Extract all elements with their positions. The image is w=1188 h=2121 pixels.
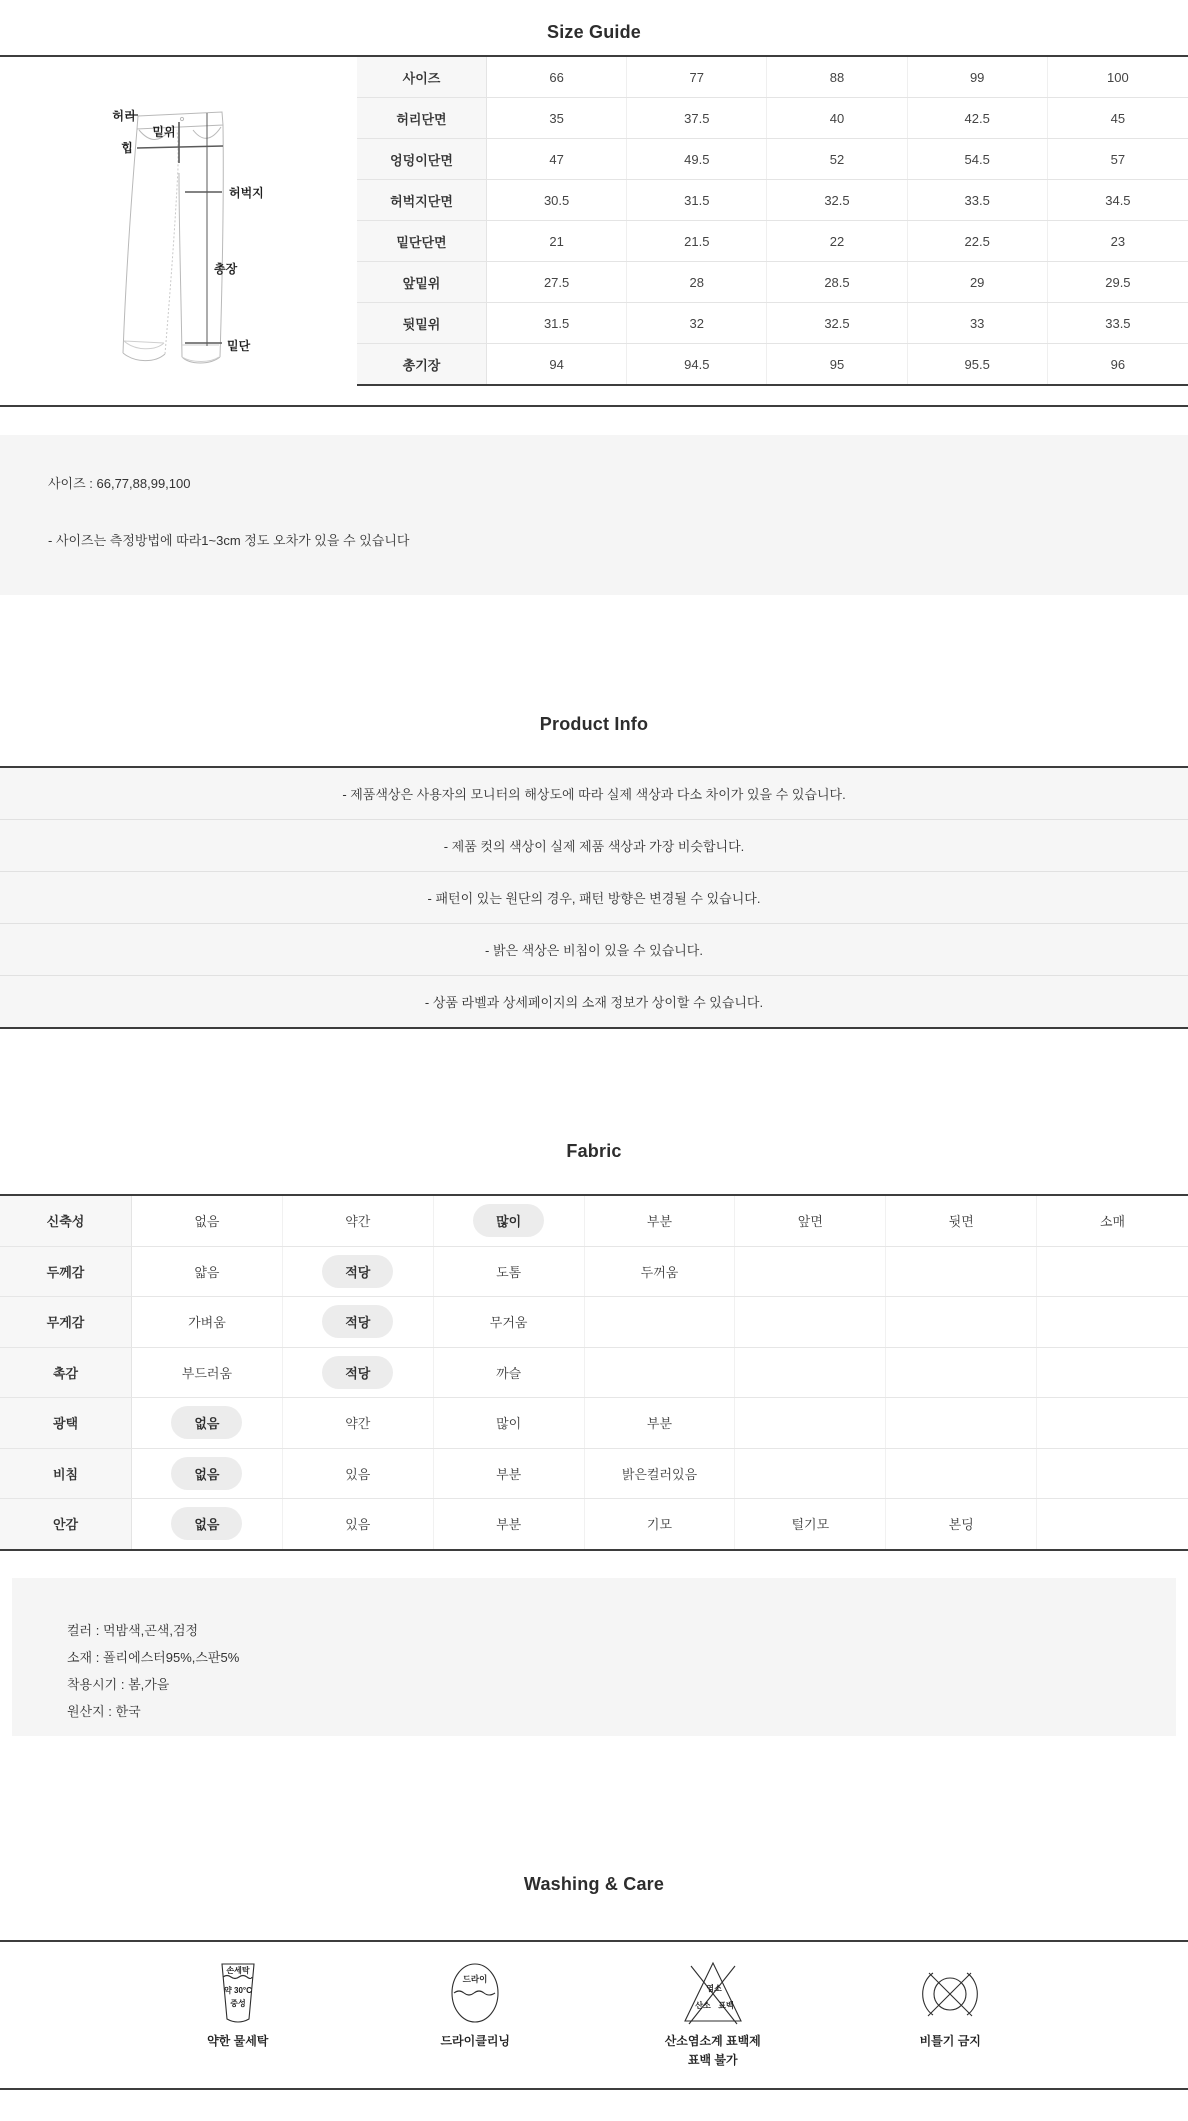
fabric-option-cell (434, 1398, 585, 1448)
product-info-item: - 제품색상은 사용자의 모니터의 해상도에 따라 실제 색상과 다소 차이가 있을 수 있습니다. (0, 768, 1188, 820)
size-value-cell: 42.5 (908, 98, 1048, 138)
fabric-option: 부분 (496, 1517, 522, 1533)
fabric-option-cell (1037, 1196, 1188, 1246)
product-detail-line: 컬러 : 먹밤색,곤색,검정 (67, 1623, 199, 1638)
fabric-option: 얇음 (194, 1264, 220, 1280)
fabric-option-cell (283, 1297, 434, 1347)
size-value-cell: 100 (1107, 69, 1129, 85)
size-value-cell: 22.5 (908, 221, 1048, 261)
fabric-option-cell (585, 1196, 736, 1246)
fabric-option-cell (132, 1348, 283, 1398)
fabric-row-label: 안감 (0, 1499, 132, 1549)
pants-diagram (60, 70, 340, 390)
fabric-option-selected: 적당 (322, 1305, 393, 1338)
size-value-cell: 88 (767, 57, 907, 97)
size-table-row (357, 139, 1188, 180)
fabric-option-cell (585, 1247, 736, 1297)
care-item-dry-clean (357, 1960, 595, 2069)
size-table-row (357, 303, 1188, 344)
fabric-option-selected: 많이 (473, 1204, 544, 1237)
product-info-item: - 제품 컷의 색상이 실제 제품 색상과 가장 비슷합니다. (0, 820, 1188, 872)
fabric-option-cell (886, 1398, 1037, 1448)
size-value-cell: 54.5 (908, 139, 1048, 179)
size-value-cell: 52 (767, 139, 907, 179)
size-value-cell: 37.5 (627, 98, 767, 138)
fabric-option-cell (1037, 1398, 1188, 1448)
size-value-cell: 21.5 (627, 221, 767, 261)
size-value-cell: 30.5 (487, 180, 627, 220)
fabric-option-cell (886, 1348, 1037, 1398)
inseam-dashed-line (165, 130, 178, 354)
fabric-row (0, 1449, 1188, 1500)
fabric-option-cell (1037, 1297, 1188, 1347)
size-table-row (357, 98, 1188, 139)
fabric-option-cell (283, 1247, 434, 1297)
size-guide-title: Size Guide (546, 22, 642, 42)
care-item-no-bleach (594, 1960, 832, 2069)
fabric-option-cell (735, 1348, 886, 1398)
size-value-cell: 31.5 (487, 303, 627, 343)
size-value-cell: 32 (627, 303, 767, 343)
fabric-option: 뒷면 (948, 1214, 974, 1230)
size-table (357, 57, 1188, 386)
size-value-cell: 34.5 (1105, 192, 1131, 208)
size-value-cell: 45 (1110, 110, 1126, 126)
size-table-row (357, 262, 1188, 303)
fabric-row (0, 1499, 1188, 1549)
fabric-option-cell (1037, 1348, 1188, 1398)
product-detail-line: 착용시기 : 봄,가을 (67, 1677, 170, 1692)
fabric-table (0, 1194, 1188, 1551)
size-value-cell: 96 (1110, 356, 1126, 372)
fabric-row-label: 신축성 (0, 1196, 132, 1246)
diagram-rise-label: 밑위 (152, 125, 176, 139)
fabric-option-cell (434, 1348, 585, 1398)
care-label: 드라이클리닝 (440, 2034, 511, 2048)
fabric-option-cell (132, 1297, 283, 1347)
fabric-option-cell (585, 1297, 736, 1347)
size-value-cell: 77 (627, 57, 767, 97)
size-value-cell: 28.5 (767, 262, 907, 302)
fabric-option-cell (735, 1449, 886, 1499)
fabric-option-cell (886, 1449, 1037, 1499)
fabric-option: 본딩 (948, 1517, 974, 1533)
product-detail-line: 소재 : 폴리에스터95%,스판5% (67, 1650, 240, 1665)
washing-care-title: Washing & Care (523, 1874, 665, 1894)
product-info-item: - 상품 라벨과 상세페이지의 소재 정보가 상이할 수 있습니다. (0, 976, 1188, 1027)
fabric-option-cell (1037, 1499, 1188, 1549)
size-value-cell: 29 (908, 262, 1048, 302)
fabric-option-cell (132, 1449, 283, 1499)
fabric-row-label: 무게감 (0, 1297, 132, 1347)
size-value-cell: 49.5 (627, 139, 767, 179)
size-note: - 사이즈는 측정방법에 따라1~3cm 정도 오차가 있을 수 있습니다 (48, 533, 410, 548)
size-row-label: 엉덩이단면 (357, 139, 487, 179)
size-value-cell: 66 (487, 57, 627, 97)
fabric-option-cell (434, 1247, 585, 1297)
fabric-option-selected: 없음 (171, 1457, 242, 1490)
size-value-cell: 95 (767, 344, 907, 384)
size-row-label: 허벅지단면 (357, 180, 487, 220)
icon-text: 표백 (718, 2001, 734, 2010)
fabric-option-cell (434, 1297, 585, 1347)
fabric-option-cell (1037, 1449, 1188, 1499)
fabric-option: 있음 (345, 1466, 371, 1482)
divider (0, 1940, 1188, 1942)
fabric-option: 기모 (646, 1517, 673, 1533)
diagram-hem-label: 밑단 (227, 339, 251, 353)
care-label: 약한 물세탁 (207, 2034, 269, 2048)
fabric-row (0, 1398, 1188, 1449)
diagram-thigh-label: 허벅지 (229, 186, 264, 200)
icon-text: 산소 (695, 2001, 711, 2010)
size-value-cell: 94 (487, 344, 627, 384)
care-label (665, 2032, 761, 2069)
fabric-option-cell (283, 1499, 434, 1549)
size-value-cell: 32.5 (767, 303, 907, 343)
icon-text: 약 30°C (223, 1986, 252, 1995)
fabric-option-selected: 적당 (322, 1356, 393, 1389)
divider (0, 405, 1188, 407)
size-value-cell: 21 (487, 221, 627, 261)
fabric-option: 약간 (345, 1416, 371, 1432)
size-value-cell: 27.5 (487, 262, 627, 302)
size-value-cell: 28 (627, 262, 767, 302)
fabric-option-cell (434, 1449, 585, 1499)
size-row-label: 사이즈 (357, 57, 487, 97)
fabric-row (0, 1297, 1188, 1348)
fabric-option-cell (735, 1247, 886, 1297)
fabric-row-label: 두께감 (0, 1247, 132, 1297)
product-detail-line: 원산지 : 한국 (67, 1704, 141, 1719)
fabric-option: 도톰 (496, 1264, 522, 1280)
fabric-option: 가벼움 (188, 1315, 226, 1331)
size-value-cell: 22 (767, 221, 907, 261)
size-value-cell: 29.5 (1105, 274, 1131, 290)
product-info-item: - 밝은 색상은 비침이 있을 수 있습니다. (0, 924, 1188, 976)
fabric-option: 두꺼움 (640, 1264, 679, 1280)
size-note: 사이즈 : 66,77,88,99,100 (48, 476, 191, 491)
size-table-row (357, 57, 1188, 98)
size-value-cell: 35 (487, 98, 627, 138)
fabric-option-cell (585, 1348, 736, 1398)
fabric-option: 무거움 (489, 1315, 528, 1331)
fabric-option: 부분 (646, 1214, 673, 1230)
fabric-row (0, 1196, 1188, 1247)
fabric-row-label: 촉감 (0, 1348, 132, 1398)
fabric-option-cell (283, 1196, 434, 1246)
fabric-title: Fabric (566, 1141, 622, 1161)
fabric-option-cell (132, 1398, 283, 1448)
size-value-cell: 57 (1110, 151, 1126, 167)
size-value-cell: 33 (908, 303, 1048, 343)
care-label-line: 산소염소계 표백제 (664, 2034, 761, 2048)
fabric-option-cell (434, 1196, 585, 1246)
diagram-waist-label: 허리 (112, 109, 136, 123)
size-value-cell: 31.5 (627, 180, 767, 220)
product-info-item: - 패턴이 있는 원단의 경우, 패턴 방향은 변경될 수 있습니다. (0, 872, 1188, 924)
icon-text: 염소 (706, 1984, 722, 1993)
fabric-option-cell (585, 1398, 736, 1448)
product-info-title: Product Info (539, 714, 649, 734)
fabric-option-selected: 없음 (171, 1406, 242, 1439)
no-wring-icon (908, 1960, 992, 2026)
diagram-hip-label: 힙 (121, 141, 133, 155)
fabric-row (0, 1348, 1188, 1399)
product-info-table (0, 766, 1188, 1029)
care-label: 비틀기 금지 (919, 2034, 981, 2048)
fabric-option: 많이 (496, 1416, 522, 1432)
fabric-option-cell (132, 1247, 283, 1297)
fabric-option: 소매 (1100, 1214, 1126, 1230)
fabric-option-cell (585, 1449, 736, 1499)
fabric-option-cell (886, 1297, 1037, 1347)
size-value-cell: 33.5 (1105, 315, 1131, 331)
no-bleach-icon (671, 1960, 755, 2026)
fabric-option: 까슬 (496, 1365, 522, 1381)
size-value-cell: 33.5 (908, 180, 1048, 220)
dry-clean-icon (433, 1960, 517, 2026)
product-details-box (12, 1578, 1176, 1736)
size-value-cell: 40 (767, 98, 907, 138)
icon-text: 드라이 (462, 1974, 488, 1984)
size-value-cell: 23 (1110, 233, 1126, 249)
size-row-label: 뒷밑위 (357, 303, 487, 343)
fabric-option-selected: 적당 (322, 1255, 393, 1288)
fabric-option-cell (886, 1499, 1037, 1549)
size-value-cell: 32.5 (767, 180, 907, 220)
fabric-option-cell (735, 1196, 886, 1246)
size-table-row (357, 344, 1188, 384)
size-value-cell: 99 (908, 57, 1048, 97)
fabric-option-cell (434, 1499, 585, 1549)
size-table-row (357, 180, 1188, 221)
fabric-option: 부드러움 (181, 1365, 233, 1381)
fabric-option-cell (283, 1348, 434, 1398)
fabric-option-cell (735, 1398, 886, 1448)
size-row-label: 허리단면 (357, 98, 487, 138)
care-icons-row (119, 1960, 1069, 2069)
fabric-option-selected: 없음 (171, 1507, 242, 1540)
hand-wash-icon (196, 1960, 280, 2026)
fabric-row (0, 1247, 1188, 1298)
fabric-option-cell (886, 1247, 1037, 1297)
fabric-option-cell (283, 1398, 434, 1448)
fabric-option: 약간 (345, 1214, 371, 1230)
care-label-line: 표백 불가 (687, 2052, 738, 2067)
fabric-option: 부분 (496, 1466, 522, 1482)
fabric-option-cell (1037, 1247, 1188, 1297)
fabric-option: 부분 (646, 1416, 673, 1432)
fabric-row-label: 광택 (0, 1398, 132, 1448)
size-value-cell: 95.5 (908, 344, 1048, 384)
care-item-hand-wash (119, 1960, 357, 2069)
fabric-option: 앞면 (797, 1214, 823, 1230)
fabric-option-cell (283, 1449, 434, 1499)
divider (0, 2088, 1188, 2090)
fabric-option: 없음 (194, 1214, 220, 1230)
icon-text: 손세탁 (226, 1966, 250, 1975)
size-row-label: 총기장 (357, 344, 487, 384)
size-notes-box (0, 435, 1188, 595)
care-item-no-wring (832, 1960, 1070, 2069)
fabric-option-cell (735, 1499, 886, 1549)
fabric-option: 밝은컬러있음 (621, 1466, 698, 1482)
fabric-option-cell (132, 1499, 283, 1549)
size-row-label: 앞밑위 (357, 262, 487, 302)
size-table-row (357, 221, 1188, 262)
size-value-cell: 47 (487, 139, 627, 179)
diagram-length-label: 총장 (214, 262, 238, 276)
fabric-option-cell (132, 1196, 283, 1246)
fabric-option-cell (886, 1196, 1037, 1246)
fabric-option: 털기모 (791, 1517, 830, 1533)
fabric-option-cell (735, 1297, 886, 1347)
fabric-row-label: 비침 (0, 1449, 132, 1499)
fabric-option: 있음 (345, 1517, 371, 1533)
fabric-option-cell (585, 1499, 736, 1549)
size-row-label: 밑단단면 (357, 221, 487, 261)
size-value-cell: 94.5 (627, 344, 767, 384)
icon-text: 중성 (230, 1999, 246, 2008)
